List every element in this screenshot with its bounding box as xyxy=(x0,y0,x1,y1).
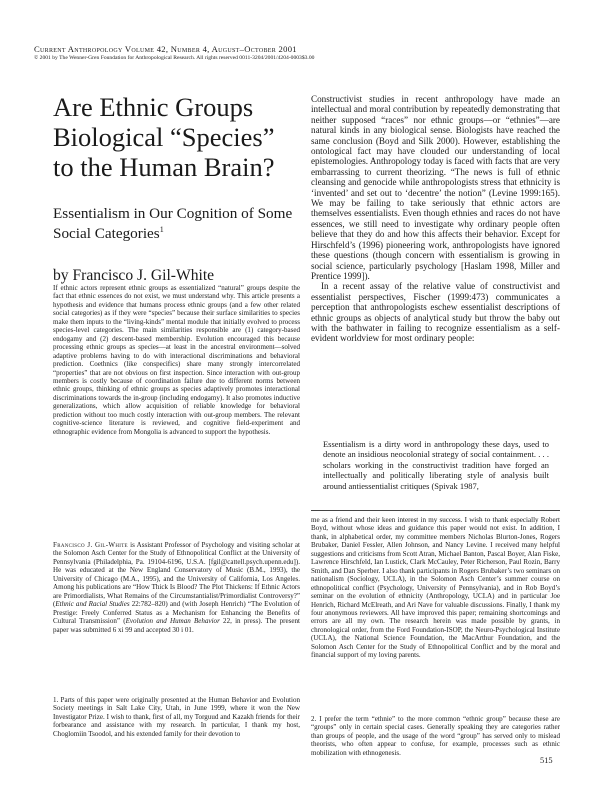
block-quote: Essentialism is a dirty word in anthropology these days, used to denote an insidious neocolonial strategy of social containment. . . . scholars working in the constructivist tradition have forged an intellectually and politically liberating style of analysis built around antiessentialist critiques (Spivak 1987, xyxy=(323,439,549,491)
author-bio-name: Francisco J. Gil-White xyxy=(53,541,128,549)
footnote-2: 2. I prefer the term “ethnie” to the more common “ethnic group” because these are “groups” only in certain special cases. Generally speaking they are categories rather than groups of people, and the usage of the word “group” has served only to mislead theorists, who often appear to confuse, for example, processes such as ethnic mobilization with ethnogenesis. xyxy=(311,715,560,757)
author-bio-text-2: 22:782–820) and (with Joseph Henrich) “The Evolution of Prestige: Freely Conferred Status as a Mechanism for Enhancing the Benefits of Cultural Transmission” ( xyxy=(53,600,300,626)
author-byline: by Francisco J. Gil-White xyxy=(53,267,215,284)
journal-header: Current Anthropology Volume 42, Number 4, August–October 2001 xyxy=(34,44,297,54)
footnote-1-continued: me as a friend and their keen interest in my success. I wish to thank especially Robert Boyd, without whose ideas and guidance this paper would not exist. In addition, I thank, in alphabetical order, my committee members Nicholas Blurton-Jones, Rogers Brubaker, Daniel Fessler, Allen Johnson, and Nancy Levine. I received many helpful suggestions and criticisms from Scott Atran, Michael Banton, Pascal Boyer, Alan Fiske, Lawrence Hirschfeld, Ian Lustick, Clark McCauley, Peter Richerson, Paul Rozin, Barry Smith, and Dan Sperber. I also thank participants in Rogers Brubaker’s two seminars on nationalism (Sociology, UCLA), in the Solomon Asch Center’s summer course on ethnopolitical conflict (Psychology, University of Pennsylvania), and in Rob Boyd’s seminar on the evolution of ethnicity (Anthropology, UCLA) and in particular Joe Henrich, Richard McElreath, and Ari Nave for valuable discussions. Finally, I thank my four anonymous reviewers. All have improved this paper; remaining shortcomings and errors are all my own. The research herein was made possible by grants, in chronological order, from the Ford Foundation-ISOP, the Neuro-Psychological Institute (UCLA), the National Science Foundation, the MacArthur Foundation, and the Solomon Asch Center for the Study of Ethnopolitical Conflict and by the moral and financial support of my loving parents. xyxy=(311,516,560,660)
author-bio-text-3: 22, in press). The present paper was submitted 6 xi 99 and accepted 30 i 01. xyxy=(53,617,300,634)
author-bio xyxy=(53,541,300,634)
article-title: Are Ethnic Groups Biological “Species” to the Human Brain? xyxy=(53,92,275,182)
author-bio-text: is Assistant Professor of Psychology and visiting scholar at the Solomon Asch Center for the Study of Ethnopolitical Conflict at the University of Pennsylvania (Philadelphia, Pa. 19104-6196, U.S.A. [fgil@cattell.psych.upenn.edu]). He was educated at the New England Conservatory of Music (B.M., 1993), the University of Chicago (M.A., 1995), and the University of California, Los Angeles. Among his publications are “How Thick Is Blood? The Plot Thickens: If Ethnic Actors are Primordialists, What Remains of the Circumstantialist/Primordialist Controversy?” ( xyxy=(53,541,300,609)
footnote-1: 1. Parts of this paper were originally presented at the Human Behavior and Evolution Society meetings in Salt Lake City, Utah, in June 1999, where it won the New Investigator Prize. I wish to thank, first of all, my Torguud and Kazakh friends for their forbearance and assistance with my research. In particular, I thank my host, Choglomiin Tsoodol, and his extended family for their devotion to xyxy=(53,696,300,738)
copyright-notice: © 2001 by The Wenner-Gren Foundation for Anthropological Research. All rights reserved 0011-3204/2001/4204-0003$3.00 xyxy=(34,55,315,61)
publication-title: Evolution and Human Behavior xyxy=(125,617,220,626)
body-text xyxy=(311,94,560,344)
footnote-marker[interactable]: 1 xyxy=(159,224,164,234)
body-paragraph: In a recent assay of the relative value of constructivist and essentialist perspectives, Fischer (1999:473) communicates a perception that anthropologists eschew essentialist descriptions of ethnic groups as objects of analytical study but throw the baby out with the bathwater in failing to recognize essentialism as a self-evident worldview for most ordinary people: xyxy=(311,281,560,344)
subtitle-text: Essentialism in Our Cognition of Some Social Categories xyxy=(53,205,293,242)
body-paragraph: Constructivist studies in recent anthropology have made an intellectual and moral contribution by repeatedly demonstrating that neither supposed “races” nor ethnic groups—or “ethnies”—are natural kinds in any biological sense. Biologists have reached the same conclusion (Boyd and Silk 2000). However, establishing the ontological fact may have clouded our understanding of local epistemologies. Anthropology today is faced with facts that are very embarrassing to current theorizing. “The news is full of ethnic cleansing and genocide while anthropologists stress that ethnicity is ‘invented’ and set out to ‘decentre’ the notion” (Levine 1999:165). We may be failing to take seriously that ethnic actors are themselves essentialists. Even though ethnies and races do not have essences, we still need to investigate why ordinary people often believe that they do and how this affects their behavior. Except for Hirschfeld’s (1996) pioneering work, anthropologists have ignored these questions (though concern with essentialism is growing in social science, particularly psychology [Haslam 1998, Miller and Prentice 1999]). xyxy=(311,94,560,281)
footnote-divider xyxy=(311,510,560,511)
page-number: 515 xyxy=(540,756,553,765)
publication-title: Ethnic and Racial Studies xyxy=(55,600,130,609)
title-block xyxy=(53,92,300,286)
article-subtitle xyxy=(53,204,300,244)
abstract: If ethnic actors represent ethnic groups as essentialized “natural” groups despite the fact that ethnic essences do not exist, we must understand why. This article presents a hypothesis and evidence that humans process ethnic groups (and a few other related social categories) as if they were “species” because their surface similarities to species make them inputs to the “living-kinds” mental module that initially evolved to process species-level categories. The main similarities responsible are (1) category-based endogamy and (2) descent-based membership. Evolution encouraged this because processing ethnic groups as species—at least in the ancestral environment—solved adaptive problems having to do with interactional discriminations and behavioral prediction. Coethnics (like conspecifics) share many strongly intercorrelated “properties” that are not obvious on first inspection. Since interaction with out-group members is costly because of coordination failure due to different norms between ethnic groups, thinking of ethnic groups as species adaptively promotes interactional discriminations towards the in-group (including endogamy). It also promotes inductive generalizations, which allow acquisition of reliable knowledge for behavioral prediction without too much costly interaction with out-group members. The relevant cognitive-science literature is reviewed, and cognitive field-experiment and ethnographic evidence from Mongolia is advanced to support the hypothesis. xyxy=(53,284,300,436)
